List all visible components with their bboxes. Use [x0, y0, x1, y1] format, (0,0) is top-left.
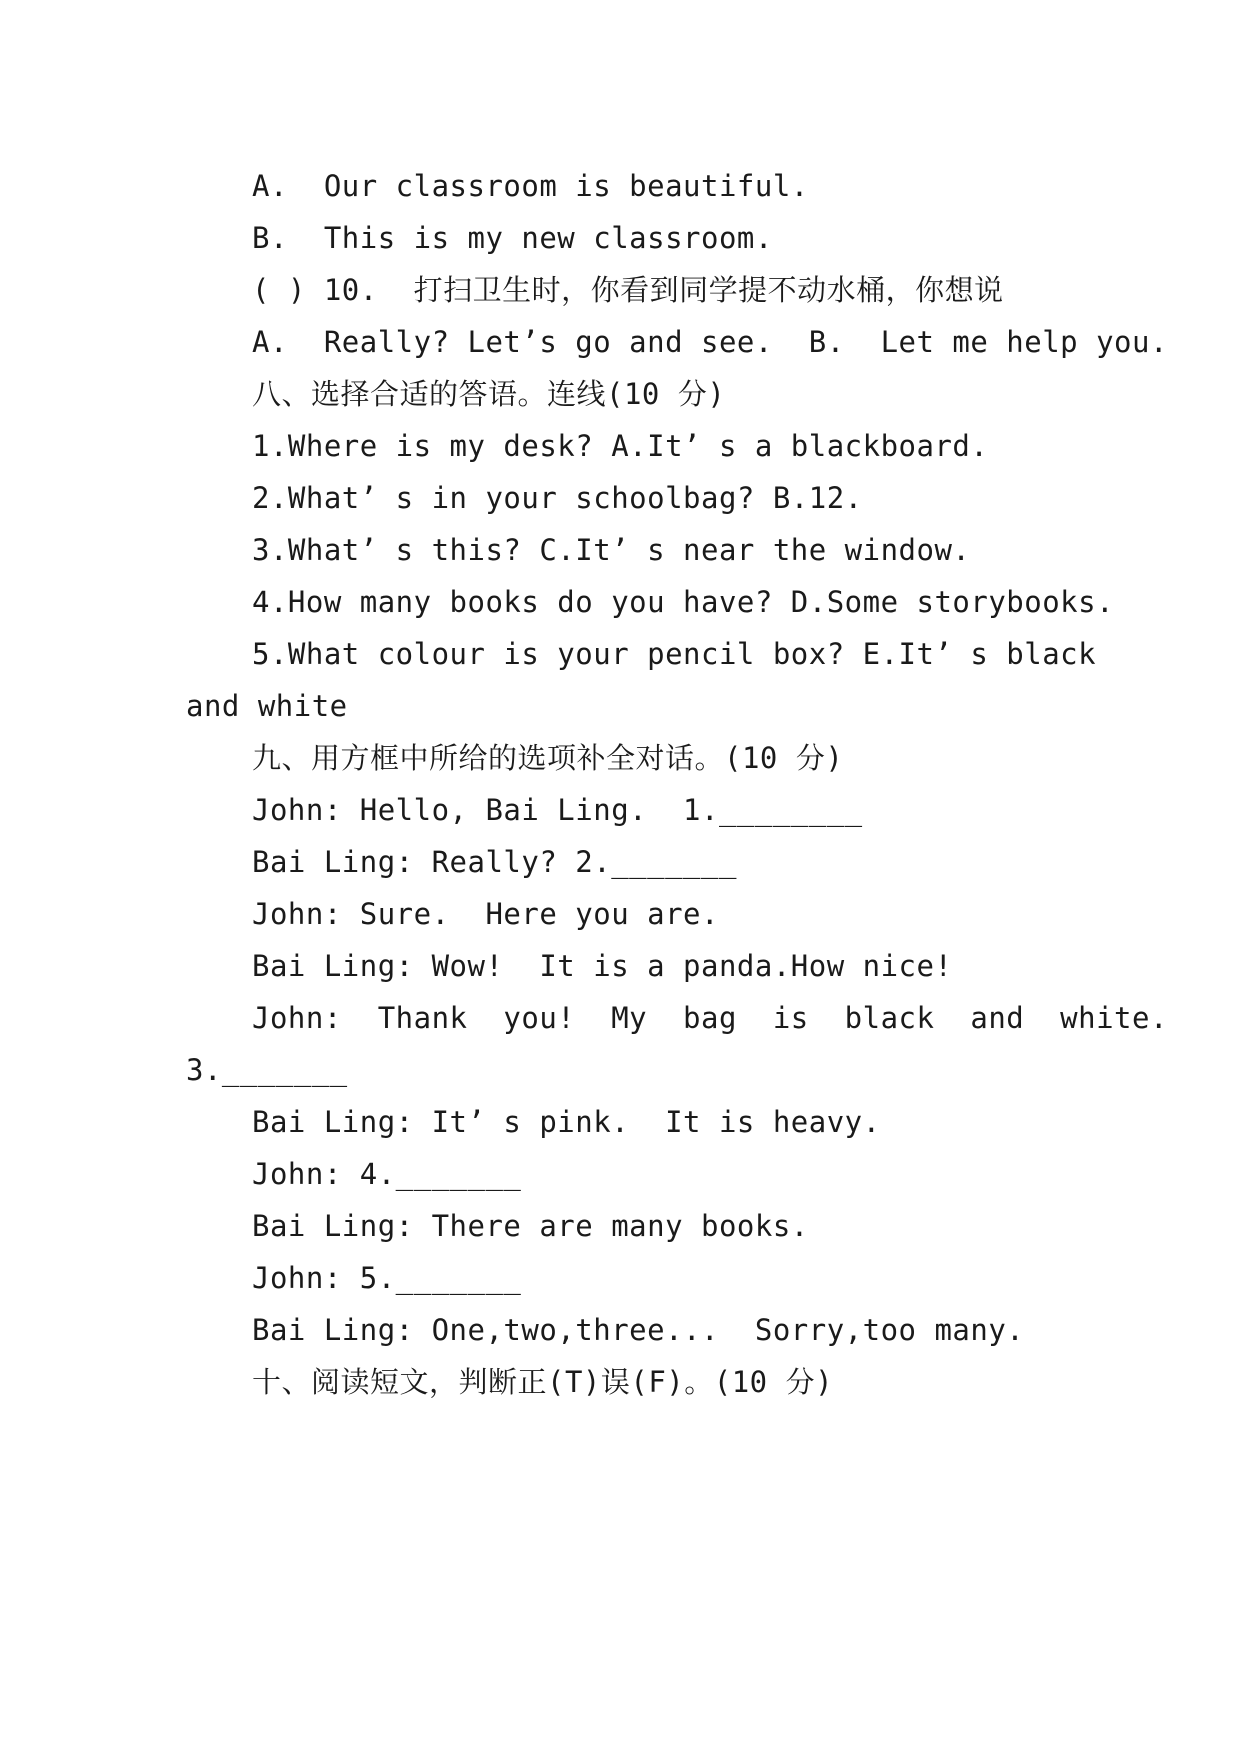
section-8-heading: 八、选择合适的答语。连线(10 分) — [252, 377, 726, 411]
dialogue-line-8: Bai Ling: There are many books. — [252, 1209, 809, 1243]
option-b-line: B. This is my new classroom. — [252, 221, 773, 255]
match-item-4: 4.How many books do you have? D.Some storybooks. — [252, 585, 1115, 619]
dialogue-line-3: John: Sure. Here you are. — [252, 897, 719, 931]
section-10-heading: 十、阅读短文，判断正(T)误(F)。(10 分) — [252, 1365, 834, 1399]
dialogue-line-6: Bai Ling: It’ s pink. It is heavy. — [252, 1105, 881, 1139]
match-item-3: 3.What’ s this? C.It’ s near the window. — [252, 533, 971, 567]
question-10: ( ) 10. 打扫卫生时，你看到同学提不动水桶，你想说 — [252, 273, 1004, 307]
section-9-heading: 九、用方框中所给的选项补全对话。(10 分) — [252, 741, 844, 775]
dialogue-line-10: Bai Ling: One,two,three... Sorry,too many. — [252, 1313, 1025, 1347]
match-item-1: 1.Where is my desk? A.It’ s a blackboard. — [252, 429, 989, 463]
match-item-5-continued: and white — [186, 689, 348, 723]
match-item-5: 5.What colour is your pencil box? E.It’ s black — [252, 637, 1097, 671]
dialogue-line-1: John: Hello, Bai Ling. 1.________ — [252, 793, 863, 827]
dialogue-line-9: John: 5._______ — [252, 1261, 522, 1295]
dialogue-line-4: Bai Ling: Wow! It is a panda.How nice! — [252, 949, 953, 983]
dialogue-line-7: John: 4._______ — [252, 1157, 522, 1191]
dialogue-line-2: Bai Ling: Really? 2._______ — [252, 845, 737, 879]
match-item-2: 2.What’ s in your schoolbag? B.12. — [252, 481, 863, 515]
question-10-options: A. Really? Let’s go and see. B. Let me help you. — [252, 325, 1168, 359]
dialogue-line-5: John: Thank you! My bag is black and white. — [252, 1001, 1168, 1035]
option-a-line: A. Our classroom is beautiful. — [252, 169, 809, 203]
dialogue-line-5-continued: 3._______ — [186, 1053, 348, 1087]
